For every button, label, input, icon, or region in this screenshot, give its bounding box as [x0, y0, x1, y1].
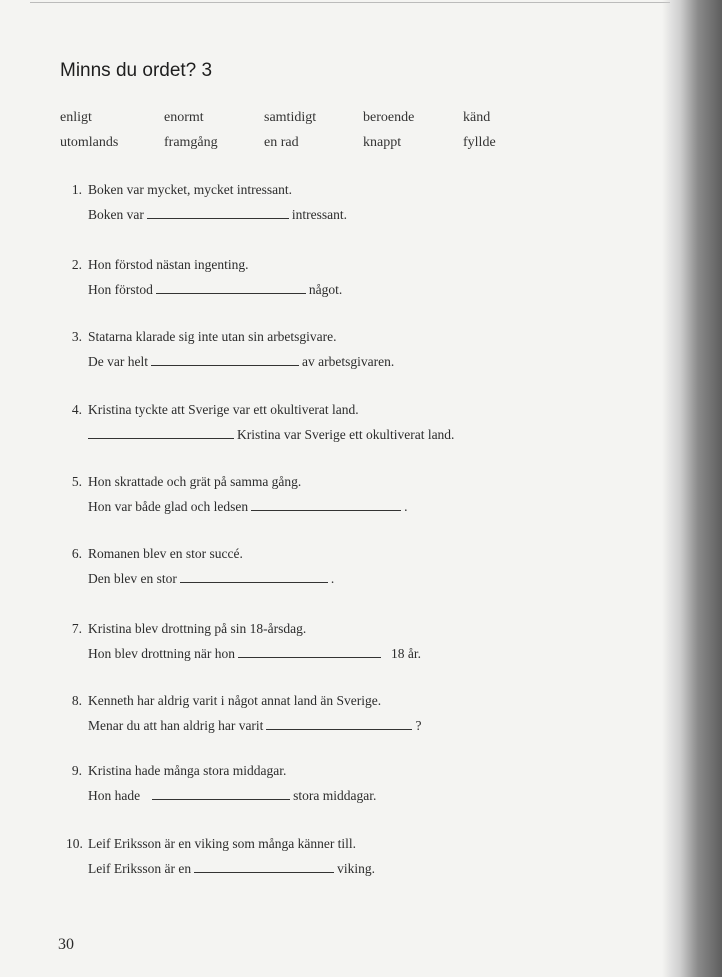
- word-bank-item: beroende: [363, 110, 415, 125]
- item-number: 10.: [66, 836, 83, 851]
- item-sentence: Romanen blev en stor succé.: [88, 546, 243, 561]
- word-bank-item: enormt: [164, 110, 204, 125]
- item-number: 4.: [71, 402, 82, 417]
- item-before: Hon var både glad och ledsen: [88, 499, 249, 514]
- word-bank-item: en rad: [264, 135, 299, 150]
- item-fill-line: [88, 718, 421, 734]
- item-fill-line: [88, 788, 376, 804]
- item-fill-line: [88, 207, 347, 223]
- word-bank-item: utomlands: [60, 135, 119, 150]
- book-spine-shadow: [662, 0, 722, 977]
- item-after: .: [330, 571, 335, 586]
- item-number: 9.: [71, 763, 82, 778]
- item-fill-line: [88, 282, 342, 298]
- item-before: De var helt: [88, 354, 148, 369]
- answer-blank[interactable]: [180, 572, 328, 583]
- item-sentence: Leif Eriksson är en viking som många känner till.: [88, 836, 357, 851]
- answer-blank[interactable]: [147, 208, 289, 219]
- item-number: 5.: [71, 474, 82, 489]
- word-bank-item: samtidigt: [264, 110, 317, 125]
- item-number: 8.: [71, 693, 82, 708]
- item-sentence: Hon skrattade och grät på samma gång.: [88, 474, 302, 489]
- item-after: 18 år.: [390, 646, 421, 661]
- top-rule: [30, 2, 670, 3]
- item-after: viking.: [337, 861, 375, 876]
- answer-blank[interactable]: [251, 500, 401, 511]
- item-after: stora middagar.: [293, 788, 377, 803]
- item-number: 2.: [71, 257, 82, 272]
- item-fill-line: [88, 427, 454, 443]
- item-sentence: Kristina hade många stora middagar.: [88, 763, 287, 778]
- item-fill-line: [88, 646, 421, 662]
- item-before: Boken var: [88, 207, 144, 222]
- answer-blank[interactable]: [238, 647, 381, 658]
- item-fill-line: [88, 354, 394, 370]
- page-title: Minns du ordet? 3: [60, 60, 213, 81]
- answer-blank[interactable]: [88, 428, 234, 439]
- answer-blank[interactable]: [266, 719, 412, 730]
- item-number: 7.: [71, 621, 82, 636]
- item-after: Kristina var Sverige ett okultiverat land.: [237, 427, 455, 442]
- answer-blank[interactable]: [156, 283, 306, 294]
- item-after: .: [404, 499, 408, 514]
- item-sentence: Kristina tyckte att Sverige var ett okultiverat land.: [88, 402, 359, 417]
- word-bank-item: enligt: [60, 110, 92, 125]
- item-sentence: Statarna klarade sig inte utan sin arbetsgivare.: [88, 329, 337, 344]
- item-number: 6.: [71, 546, 82, 561]
- word-bank-item: knappt: [363, 135, 402, 150]
- item-fill-line: [88, 861, 375, 877]
- item-fill-line: [88, 571, 334, 587]
- word-bank-item: framgång: [164, 135, 218, 150]
- item-before: Hon förstod: [88, 282, 153, 297]
- item-sentence: Kenneth har aldrig varit i något annat land än Sverige.: [88, 693, 382, 708]
- item-before: Hon hade: [88, 788, 141, 803]
- item-after: av arbetsgivaren.: [301, 354, 395, 369]
- item-after: något.: [308, 282, 343, 297]
- answer-blank[interactable]: [151, 355, 299, 366]
- item-sentence: Boken var mycket, mycket intressant.: [88, 182, 292, 197]
- page-number: 30: [58, 936, 74, 953]
- item-after: intressant.: [291, 207, 347, 222]
- item-fill-line: [88, 499, 407, 515]
- answer-blank[interactable]: [152, 789, 290, 800]
- word-bank-item: fyllde: [463, 135, 496, 150]
- answer-blank[interactable]: [194, 862, 334, 873]
- item-after: ?: [415, 718, 422, 733]
- item-number: 1.: [71, 182, 82, 197]
- item-before: Hon blev drottning när hon: [88, 646, 235, 661]
- word-bank-item: känd: [463, 110, 491, 125]
- item-number: 3.: [71, 329, 82, 344]
- item-before: Den blev en stor: [88, 571, 177, 586]
- item-sentence: Kristina blev drottning på sin 18-årsdag.: [88, 621, 307, 636]
- item-before: Menar du att han aldrig har varit: [88, 718, 264, 733]
- item-sentence: Hon förstod nästan ingenting.: [88, 257, 249, 272]
- item-before: Leif Eriksson är en: [88, 861, 192, 876]
